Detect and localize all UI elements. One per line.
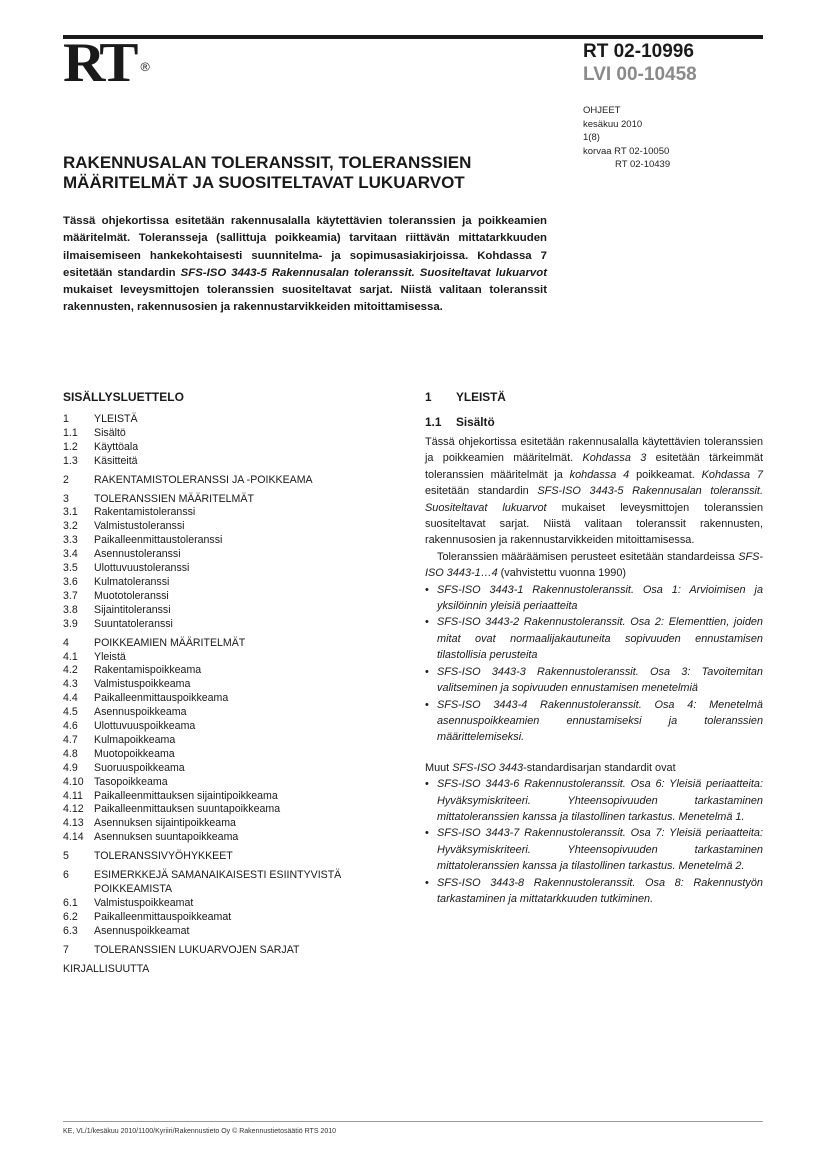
toc-item[interactable] [63,576,393,590]
toc-item[interactable] [63,831,393,845]
toc-item[interactable] [63,455,393,469]
standard-list-item: • SFS-ISO 3443-8 Rakennustoleranssit. Osa 8: Rakennustyön tarkastaminen ja mittatarkkuuden tutkiminen. [425,875,763,908]
toc-item-number: 3.6 [63,575,78,588]
registered-mark-icon: ® [140,60,150,74]
toc-item-label: Sijaintitoleranssi [94,603,171,616]
toc-group [63,869,393,939]
text-run: Kohdassa 7 [701,468,764,481]
subsection-title: Sisältö [456,415,495,429]
toc-item[interactable] [63,590,393,604]
text-run: Tässä ohjekortissa esitetään rakennusalalla käytettävien toleranssien ja poikkeamien määritelmät. [425,436,763,465]
toc-item-label: Asennuspoikkeama [94,706,187,719]
section-number: 1 [425,390,432,404]
toc-item-label: Rakentamistoleranssi [94,506,196,519]
toc-item-label: Kulmatoleranssi [94,575,170,588]
toc-item-number: 3.7 [63,589,78,602]
toc-item-label: Paikalleenmittauksen sijaintipoikkeama [94,789,278,802]
toc-item[interactable] [63,897,393,911]
toc-item-number: 4.11 [63,789,83,802]
basis-paragraph [425,549,763,582]
toc-heading: SISÄLLYSLUETTELO [63,390,184,404]
toc-item-number: 3.1 [63,506,78,519]
toc-item-label: TOLERANSSIEN LUKUARVOJEN SARJAT [94,943,300,956]
doc-number: RT 02-10996 [583,41,694,62]
toc-item-number: 4.7 [63,733,78,746]
toc-item-label: Muotopoikkeama [94,747,175,760]
toc-item-number: 7 [63,943,69,956]
toc-item[interactable] [63,790,393,804]
lead-text-1: Tässä ohjekortissa esitetään rakennusalalla käytettävien toleranssien ja poikkeamien määritelmät. Toleransseja (sallittuja poikkeamia) tarvitaan riittävän mittatarkkuuden ilmaisemiseen hankekohtaisesti suunnitelma- ja sopimusasiakirjoissa. Kohdassa 7 esitetään standardin [63,215,547,279]
toc-item-number: 2 [63,473,69,486]
toc-item[interactable] [63,678,393,692]
toc-item-number: 4.9 [63,761,78,774]
toc-item[interactable] [63,734,393,748]
text-run: kohdassa 4 [569,468,630,481]
toc-group [63,413,393,469]
toc-item-label: Valmistuspoikkeama [94,678,191,691]
toc-item-label: Käsitteitä [94,454,138,467]
toc-item-label: Paikalleenmittauspoikkeamat [94,910,232,923]
standard-list-item: • SFS-ISO 3443-4 Rakennustoleranssit. Osa 4: Menetelmä asennuspoikkeamien ennustamiseksi ja toleranssien määrittelemiseksi. [425,697,763,746]
toc-item-label: Ulottuvuuspoikkeama [94,720,196,733]
lead-standard-ref: SFS-ISO 3443-5 Rakennusalan toleranssit. Suositeltavat lukuarvot [180,266,547,279]
toc-item-label: Rakentamispoikkeama [94,664,202,677]
top-rule [63,35,763,39]
toc-item-label: YLEISTÄ [94,413,138,425]
toc-groups [63,413,393,958]
text-run: esitetään standardin [425,485,538,498]
toc-item[interactable] [63,748,393,762]
toc-item-number: 3.5 [63,562,78,575]
toc-item-number: 1.3 [63,454,78,467]
title-line-1: RAKENNUSALAN TOLERANSSIT, TOLERANSSIEN [63,153,472,172]
text-run: SFS-ISO 3443-1…4 [425,550,763,580]
lead-paragraph [63,213,547,317]
footer-imprint: KE, VL/1/kesäkuu 2010/1100/Kyriiri/Rakennustieto Oy © Rakennustietosäätiö RTS 2010 [63,1128,336,1135]
toc-item-label: Tasopoikkeama [94,775,168,788]
text-run: SFS-ISO 3443-5 Rakennusalan toleranssit. Suositeltavat lukuarvot [425,485,763,514]
page-count: 1(8) [583,132,600,143]
toc-item[interactable] [63,506,393,520]
toc-item-number: 3.4 [63,548,78,561]
toc-item-label: Asennuksen suuntapoikkeama [94,831,239,844]
document-title [63,153,543,193]
doc-date: kesäkuu 2010 [583,118,643,130]
text-run: -standardisarjan standardit ovat [523,761,676,774]
toc-item-number: 4.6 [63,720,78,733]
toc-item[interactable] [63,803,393,817]
toc-group [63,637,393,846]
toc-item[interactable] [63,850,393,864]
section-1 [425,390,763,907]
toc-item-label: Asennuksen sijaintipoikkeama [94,817,236,830]
lead-text-2: mukaiset leveysmittojen toleranssien suositeltavat sarjat. Niistä valitaan toleranssit rakennusten, rakennusosien ja rakennustarvikkeiden mitoittamisessa. [63,284,547,314]
toc-item[interactable] [63,534,393,548]
toc-item-number: 3.9 [63,617,78,630]
toc-item-label: Sisältö [94,426,126,439]
toc-item-number: 1.2 [63,440,78,453]
standards-list-1 [425,582,763,746]
toc-group [63,493,393,632]
toc-item-label: TOLERANSSIVYÖHYKKEET [94,850,233,863]
toc-group [63,850,393,864]
toc-item[interactable] [63,618,393,632]
toc-item[interactable] [63,604,393,618]
doc-number-secondary: LVI 00-10458 [583,64,697,85]
toc-item[interactable] [63,911,393,925]
replaces-1: korvaa RT 02-10050 [583,145,670,157]
standard-list-item: • SFS-ISO 3443-2 Rakennustoleranssit. Osa 2: Elementtien, joiden mitat ovat normaalijakautuneita sopivuuden ennustamisen tilastollisia perusteita [425,614,763,663]
footer-rule [63,1121,763,1122]
toc-item-label: Suuntatoleranssi [94,617,173,630]
text-run: Toleranssien määräämisen perusteet esitetään standardeissa [437,550,739,563]
toc-item-number: 3.3 [63,534,78,547]
text-run: Muut [425,761,453,774]
toc-item-label: Yleistä [94,650,126,663]
toc-item[interactable] [63,548,393,562]
toc-item[interactable] [63,441,393,455]
toc-item-label: ESIMERKKEJÄ SAMANAIKAISESTI ESIINTYVISTÄ POIKKEAMISTA [94,869,342,895]
replaces-2: RT 02-10439 [615,159,671,170]
toc-item-label: Suoruuspoikkeama [94,761,185,774]
toc-item[interactable] [63,706,393,720]
text-run: esitetään tärkeimmät toleranssien määritelmät ja [425,452,763,481]
standards-list-2 [425,776,763,907]
document-meta [583,104,670,172]
text-run: (vahvistettu vuonna 1990) [497,567,627,580]
logo-text: RT [63,32,135,94]
toc-item-number: 4.2 [63,664,78,677]
toc-item[interactable] [63,562,393,576]
toc-item-number: 4.10 [63,775,84,788]
toc-item-label: Paikalleenmittauspoikkeama [94,692,229,705]
text-run: SFS-ISO 3443 [452,761,524,774]
rt-logo [63,32,150,94]
toc-item-number: 3.2 [63,520,78,533]
toc-item-number: 4.8 [63,747,78,760]
toc-item-number: 6 [63,869,69,882]
toc-item[interactable] [63,493,393,507]
toc-item-label: Asennustoleranssi [94,548,181,561]
toc-item-label: Valmistuspoikkeamat [94,896,194,909]
toc-group [63,474,393,488]
toc-item-number: 4.13 [63,817,84,830]
toc-item-number: 6.1 [63,896,78,909]
standard-list-item: • SFS-ISO 3443-3 Rakennustoleranssit. Osa 3: Tavoitemitan valitseminen ja sopivuuden ennustamisen menetelmiä [425,664,763,697]
toc-item-number: 5 [63,850,69,863]
toc-item-number: 4 [63,636,69,649]
other-standards-paragraph [425,760,763,776]
toc-item-number: 4.3 [63,678,78,691]
section-title: YLEISTÄ [456,390,506,404]
toc-item-number: 4.1 [63,650,78,663]
content-paragraph [425,434,763,549]
toc-item[interactable] [63,869,393,897]
toc-item-number: 4.12 [63,803,84,816]
subsection-heading [425,415,763,430]
toc-item[interactable] [63,817,393,831]
toc-group [63,944,393,958]
document-number-block [583,40,697,86]
toc-item-label: POIKKEAMIEN MÄÄRITELMÄT [94,636,246,649]
toc-item-label: Paikalleenmittaustoleranssi [94,534,223,547]
title-line-2: MÄÄRITELMÄT JA SUOSITELTAVAT LUKUARVOT [63,173,465,192]
toc-item-label: TOLERANSSIEN MÄÄRITELMÄT [94,492,254,505]
toc-item-number: 4.4 [63,692,78,705]
standard-list-item: • SFS-ISO 3443-6 Rakennustoleranssit. Osa 6: Yleisiä periaatteita: Hyväksymiskriteeri. Yhteensopivuuden tarkastaminen mittatoleranssien kanssa ja tilastollinen tarkastus. Menetelmä 1. [425,776,763,825]
toc-item[interactable] [63,474,393,488]
subsection-number: 1.1 [425,415,442,429]
toc-item-label: Asennuspoikkeamat [94,924,190,937]
toc-item[interactable] [63,762,393,776]
toc-item-label: Valmistustoleranssi [94,520,185,533]
toc-item[interactable] [63,651,393,665]
section-heading [425,390,763,405]
toc-item[interactable] [63,776,393,790]
toc-item-label: Ulottuvuustoleranssi [94,562,190,575]
table-of-contents [63,390,393,976]
toc-item-number: 6.3 [63,924,78,937]
toc-item[interactable] [63,720,393,734]
text-run: poikkeamat. [629,468,702,481]
text-run: Kohdassa 3 [582,452,647,465]
toc-item-number: 3.8 [63,603,78,616]
text-run: mukaiset leveysmittojen toleranssien suositeltavat sarjat. Niistä valitaan toleranssit rakennusten, rakennusosien ja rakennustarvikkeiden mitoittamisessa. [425,501,763,547]
toc-item[interactable] [63,637,393,651]
toc-item-label: Kulmapoikkeama [94,733,176,746]
toc-item-number: 4.5 [63,706,78,719]
toc-item[interactable] [63,944,393,958]
toc-item[interactable] [63,664,393,678]
standard-list-item: • SFS-ISO 3443-1 Rakennustoleranssit. Osa 1: Arvioimisen ja yksilöinnin yleisiä periaatteita [425,582,763,615]
toc-item-label: RAKENTAMISTOLERANSSI JA -POIKKEAMA [94,473,313,486]
toc-item-number: 6.2 [63,910,78,923]
toc-item-label: Käyttöala [94,440,139,453]
doc-type: OHJEET [583,105,621,116]
toc-item-label: Paikalleenmittauksen suuntapoikkeama [94,803,281,816]
toc-item-number: 4.14 [63,831,84,844]
toc-item-references[interactable]: KIRJALLISUUTTA [63,962,150,975]
toc-item[interactable] [63,520,393,534]
toc-item-number: 3 [63,492,69,505]
toc-item[interactable] [63,925,393,939]
toc-item[interactable] [63,413,393,427]
toc-item[interactable] [63,427,393,441]
toc-item-label: Muototoleranssi [94,589,169,602]
toc-item-number: 1 [63,413,69,425]
toc-item[interactable] [63,692,393,706]
toc-item-number: 1.1 [63,426,78,439]
standard-list-item: • SFS-ISO 3443-7 Rakennustoleranssit. Osa 7: Yleisiä periaatteita: Hyväksymiskriteeri. Yhteensopivuuden tarkastaminen mittatoleranssien kanssa ja tilastollinen tarkastus. Menetelmä 2. [425,825,763,874]
